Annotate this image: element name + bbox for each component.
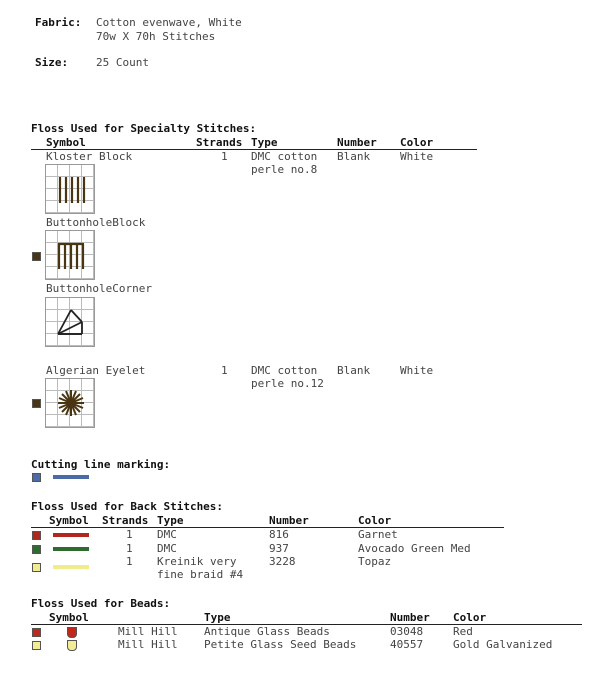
backstitch-row-3-swatch <box>32 563 41 572</box>
beads-row-2-swatch <box>32 641 41 650</box>
cutting-swatch <box>32 473 41 482</box>
backstitch-row-1-type: DMC <box>157 528 177 541</box>
kloster-block-number: Blank <box>337 150 371 163</box>
fabric-count: 70w X 70h Stitches <box>96 30 216 43</box>
backstitch-header-number: Number <box>269 514 309 527</box>
backstitch-row-3-number: 3228 <box>269 555 296 568</box>
backstitch-row-1-line <box>53 533 89 537</box>
buttonhole-corner-symbol <box>45 297 95 347</box>
size-label: Size: <box>35 56 69 69</box>
algerian-eyelet-icon <box>46 379 96 429</box>
backstitch-row-1-strands: 1 <box>126 528 133 541</box>
specialty-title: Floss Used for Specialty Stitches: <box>31 122 257 135</box>
beads-header-symbol: Symbol <box>49 611 89 624</box>
specialty-header-color: Color <box>400 136 434 149</box>
backstitch-row-1-swatch <box>32 531 41 540</box>
buttonhole-block-icon <box>46 231 96 281</box>
buttonhole-block-name: ButtonholeBlock <box>46 216 146 229</box>
beads-header-number: Number <box>390 611 430 624</box>
algerian-eyelet-type-2: perle no.12 <box>251 377 324 390</box>
backstitch-row-1-number: 816 <box>269 528 289 541</box>
fabric-label: Fabric: <box>35 16 82 29</box>
cutting-line-sample <box>53 475 89 479</box>
backstitch-row-2-type: DMC <box>157 542 177 555</box>
beads-row-2-brand: Mill Hill <box>118 638 178 651</box>
buttonhole-block-swatch <box>32 252 41 261</box>
backstitch-row-2-number: 937 <box>269 542 289 555</box>
beads-row-1-number: 03048 <box>390 625 424 638</box>
kloster-block-symbol <box>45 164 95 214</box>
backstitch-row-3-type-2: fine braid #4 <box>157 568 244 581</box>
beads-row-1-swatch <box>32 628 41 637</box>
beads-row-2-color: Gold Galvanized <box>453 638 553 651</box>
algerian-eyelet-symbol <box>45 378 95 428</box>
beads-header-type: Type <box>204 611 231 624</box>
backstitch-header-color: Color <box>358 514 392 527</box>
backstitch-header-strands: Strands <box>102 514 149 527</box>
size-value: 25 Count <box>96 56 149 69</box>
backstitch-row-2-line <box>53 547 89 551</box>
buttonhole-corner-icon <box>46 298 96 348</box>
backstitch-row-3-strands: 1 <box>126 555 133 568</box>
backstitch-title: Floss Used for Back Stitches: <box>31 500 224 513</box>
beads-row-2-bead <box>67 640 77 651</box>
algerian-eyelet-color: White <box>400 364 434 377</box>
kloster-block-type: DMC cotton <box>251 150 318 163</box>
backstitch-row-1-color: Garnet <box>358 528 398 541</box>
algerian-eyelet-type: DMC cotton <box>251 364 318 377</box>
backstitch-row-2-color: Avocado Green Med <box>358 542 471 555</box>
specialty-header-symbol: Symbol <box>46 136 86 149</box>
backstitch-row-2-swatch <box>32 545 41 554</box>
beads-header-color: Color <box>453 611 487 624</box>
algerian-eyelet-swatch <box>32 399 41 408</box>
backstitch-header-symbol: Symbol <box>49 514 89 527</box>
backstitch-row-3-color: Topaz <box>358 555 392 568</box>
beads-row-1-brand: Mill Hill <box>118 625 178 638</box>
kloster-block-strands: 1 <box>221 150 228 163</box>
beads-row-2-number: 40557 <box>390 638 424 651</box>
algerian-eyelet-number: Blank <box>337 364 371 377</box>
kloster-block-name: Kloster Block <box>46 150 133 163</box>
backstitch-header-type: Type <box>157 514 184 527</box>
beads-row-1-color: Red <box>453 625 473 638</box>
kloster-block-color: White <box>400 150 434 163</box>
buttonhole-corner-name: ButtonholeCorner <box>46 282 152 295</box>
buttonhole-block-symbol <box>45 230 95 280</box>
kloster-block-type-2: perle no.8 <box>251 163 318 176</box>
kloster-block-icon <box>46 165 96 215</box>
specialty-header-number: Number <box>337 136 377 149</box>
beads-row-1-type: Antique Glass Beads <box>204 625 330 638</box>
beads-title: Floss Used for Beads: <box>31 597 171 610</box>
fabric-value: Cotton evenwave, White <box>96 16 242 29</box>
algerian-eyelet-strands: 1 <box>221 364 228 377</box>
specialty-header-strands: Strands <box>196 136 243 149</box>
beads-row-1-bead <box>67 627 77 638</box>
beads-row-2-type: Petite Glass Seed Beads <box>204 638 357 651</box>
specialty-header-type: Type <box>251 136 278 149</box>
cutting-title: Cutting line marking: <box>31 458 171 471</box>
algerian-eyelet-name: Algerian Eyelet <box>46 364 146 377</box>
backstitch-row-3-line <box>53 565 89 569</box>
backstitch-row-3-type: Kreinik very <box>157 555 237 568</box>
backstitch-header-rule <box>31 527 504 528</box>
backstitch-row-2-strands: 1 <box>126 542 133 555</box>
